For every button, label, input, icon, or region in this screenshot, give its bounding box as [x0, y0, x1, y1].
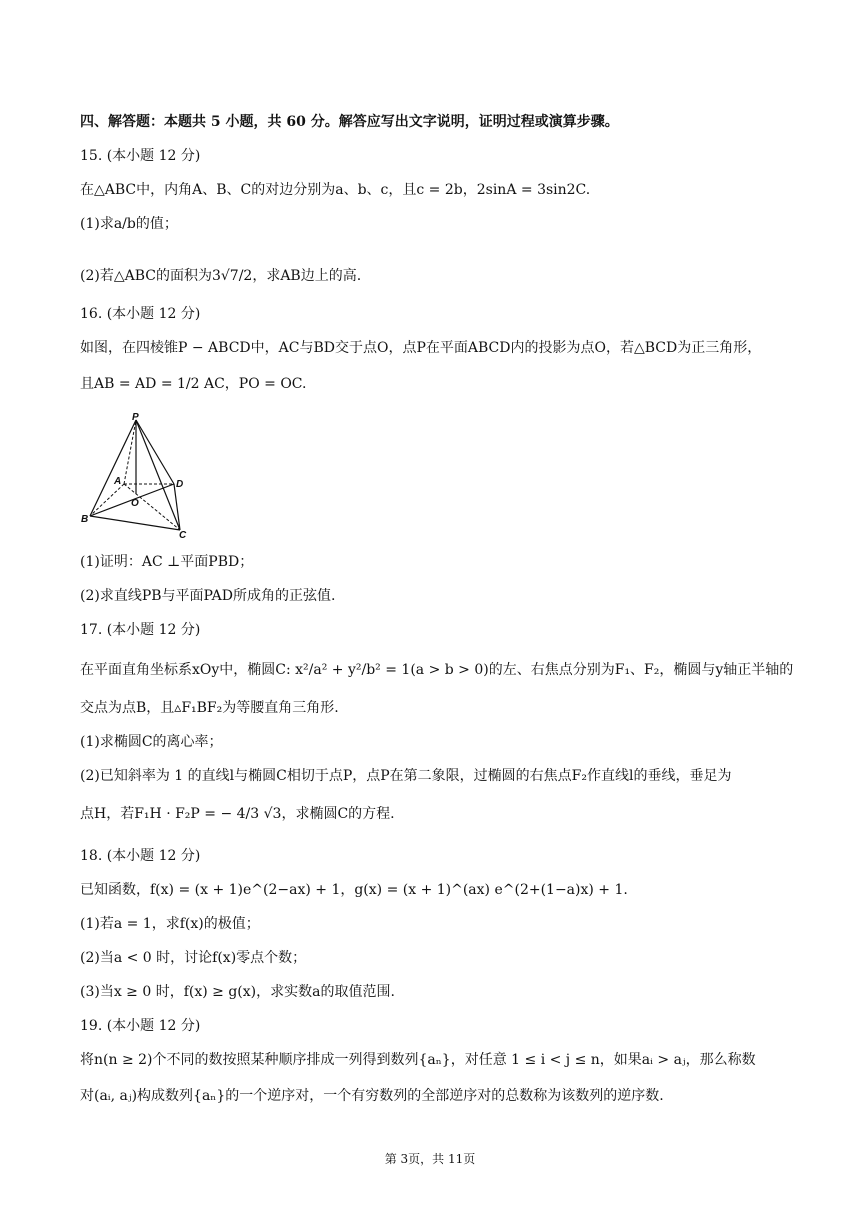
q17-title: 17. (本小题 12 分)	[80, 622, 201, 638]
q15-part1: (1)求a/b的值；	[80, 216, 178, 232]
q19-stem-line1: 将n(n ≥ 2)个不同的数按照某种顺序排成一列得到数列{aₙ}，对任意 1 ≤ i < j ≤ n，如果aᵢ > aⱼ，那么称数	[80, 1052, 756, 1068]
q15-title: 15. (本小题 12 分)	[80, 148, 201, 164]
q17-stem-line2: 交点为点B，且▵F₁BF₂为等腰直角三角形.	[80, 700, 339, 716]
q16-part2: (2)求直线PB与平面PAD所成角的正弦值.	[80, 588, 336, 604]
q16-title: 16. (本小题 12 分)	[80, 306, 201, 322]
q17-part2-line1: (2)已知斜率为 1 的直线l与椭圆C相切于点P，点P在第二象限，过椭圆的右焦点F₂作直线l的垂线，垂足为	[80, 768, 732, 784]
q17-part1: (1)求椭圆C的离心率；	[80, 734, 223, 750]
label-b: B	[81, 514, 89, 525]
page-footer: 第 3页，共 11页	[384, 1152, 476, 1166]
q17-stem-line1: 在平面直角坐标系xOy中，椭圆C: x²/a² + y²/b² = 1(a > b > 0)的左、右焦点分别为F₁、F₂，椭圆与y轴正半轴的	[80, 662, 794, 678]
q18-part3: (3)当x ≥ 0 时，f(x) ≥ g(x)，求实数a的取值范围.	[80, 984, 395, 1000]
pyramid-figure	[80, 412, 200, 540]
section-header: 四、解答题：本题共 5 小题，共 60 分。解答应写出文字说明，证明过程或演算步骤。	[80, 114, 619, 130]
q19-stem-line2: 对(aᵢ, aⱼ)构成数列{aₙ}的一个逆序对，一个有穷数列的全部逆序对的总数称为该数列的逆序数.	[80, 1088, 664, 1104]
label-a: A	[114, 476, 122, 487]
q17-part2-line2: 点H，若F₁H · F₂P = − 4/3 √3，求椭圆C的方程.	[80, 806, 395, 822]
label-p: P	[132, 412, 139, 423]
q16-stem-line2: 且AB = AD = 1/2 AC，PO = OC.	[80, 376, 307, 392]
q16-part1: (1)证明：AC ⊥平面PBD；	[80, 554, 254, 570]
q19-title: 19. (本小题 12 分)	[80, 1018, 201, 1034]
q18-part1: (1)若a = 1，求f(x)的极值；	[80, 916, 260, 932]
label-c: C	[179, 530, 187, 540]
q15-stem: 在△ABC中，内角A、B、C的对边分别为a、b、c，且c = 2b，2sinA = 3sin2C.	[80, 182, 591, 198]
q16-stem-line1: 如图，在四棱锥P − ABCD中，AC与BD交于点O，点P在平面ABCD内的投影为点O，若△BCD为正三角形，	[80, 340, 762, 356]
q15-part2: (2)若△ABC的面积为3√7/2，求AB边上的高.	[80, 268, 362, 284]
q18-stem: 已知函数，f(x) = (x + 1)e^(2−ax) + 1，g(x) = (x + 1)^(ax) e^(2+(1−a)x) + 1.	[80, 882, 628, 898]
label-d: D	[176, 479, 184, 490]
label-o: O	[131, 498, 139, 509]
q18-part2: (2)当a < 0 时，讨论f(x)零点个数；	[80, 950, 307, 966]
q18-title: 18. (本小题 12 分)	[80, 848, 201, 864]
